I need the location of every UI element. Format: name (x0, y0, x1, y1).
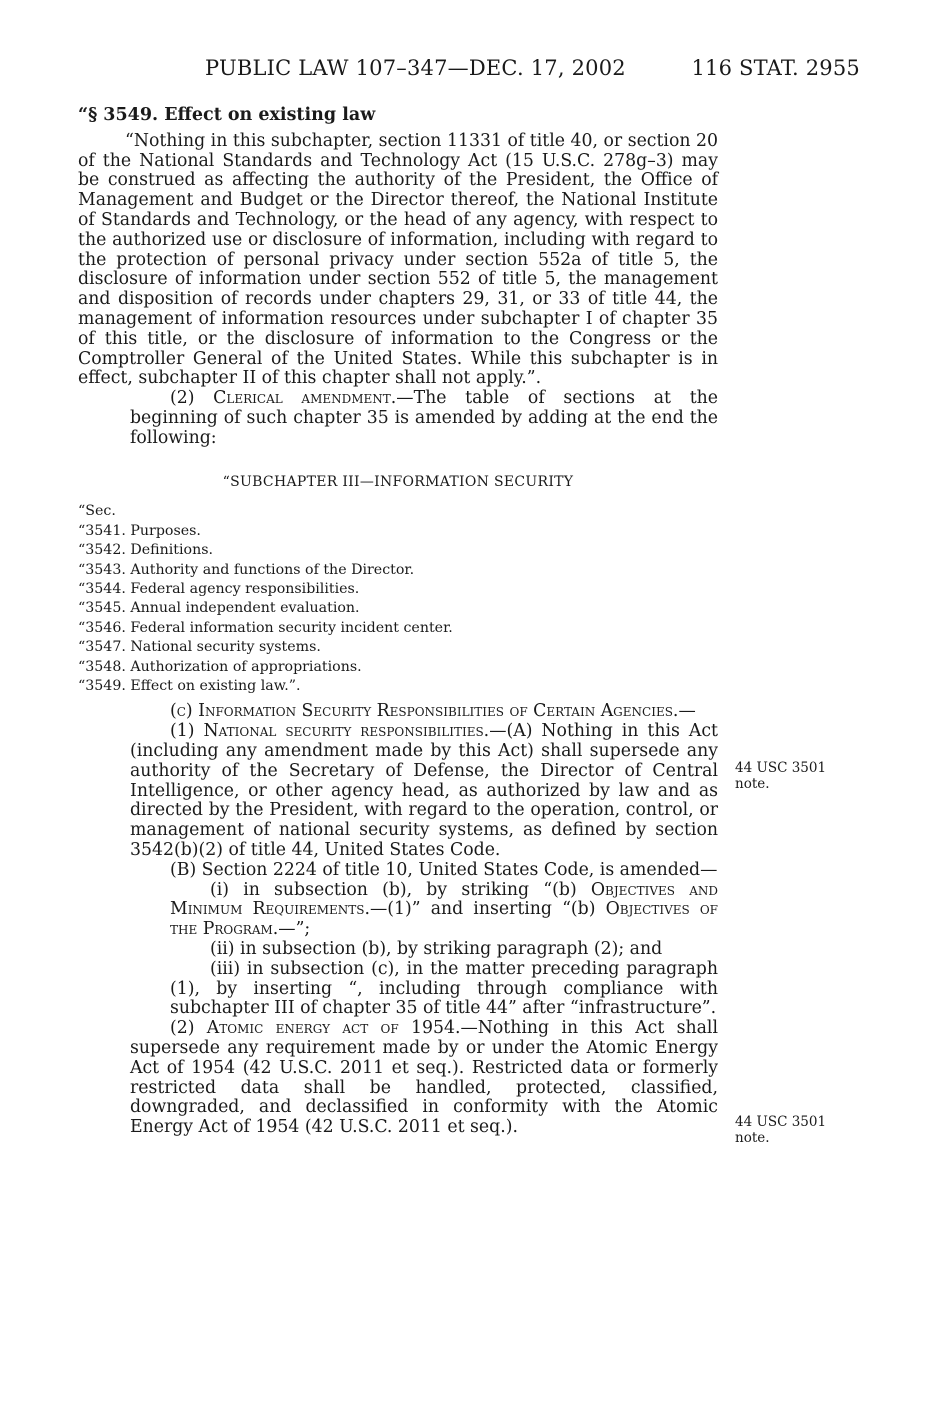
paragraph-2-atomic-energy (78, 1019, 718, 1138)
paragraph-1-text: —(A) Nothing in this Act (including any amendment made by this Act) shall supersede any authority of the Secretary of Defense, the Director of Central Intelligence, or other agency head, as authorized by law and as directed by the President, with regard to the operation, control, or management of national security systems, as defined by section 3542(b)(2) of title 44, United States Code. (130, 721, 718, 860)
margin-note-suffix: note. (735, 776, 770, 792)
clause-i-mid: —(1)” and inserting “(b) (370, 899, 606, 920)
body-text (78, 106, 718, 1138)
paragraph-1-label: (1) National security responsibilities. (170, 721, 490, 742)
toc-item: “3545. Annual independent evaluation. (78, 600, 360, 617)
subsection-c-label: (c) Information Security Responsibilities of Certain Agencies. (170, 701, 679, 722)
margin-note-usc (735, 760, 845, 792)
header-stat-page: 116 STAT. 2955 (691, 56, 860, 80)
paragraph-2-text: —Nothing in this Act shall supersede any requirement made by or under the Atomic Energy Act of 1954 (42 U.S.C. 2011 et seq.). Restricted data or formerly restricted data shall be handled, protected, classified, downgraded, and declassified in conformity with the Atomic Energy Act of 1954 (42 U.S.C. 2011 et seq.). (130, 1018, 718, 1138)
clerical-amendment-paragraph (78, 389, 718, 448)
toc-item: “3548. Authorization of appropriations. (78, 658, 362, 675)
toc-item: “3549. Effect on existing law.”. (78, 678, 301, 694)
toc-item: “3541. Purposes. (78, 522, 201, 539)
running-header (205, 56, 860, 86)
clause-i-struck-heading: Objectives and Minimum Requirements. (170, 879, 718, 920)
margin-note-usc (735, 1114, 845, 1146)
clause-i-inserted-heading: Objectives of the Program. (170, 899, 718, 940)
toc-item: “3543. Authority and functions of the Director. (78, 561, 415, 578)
subchapter-title: “SUBCHAPTER III—INFORMATION SECURITY (222, 473, 574, 490)
toc-item: “3546. Federal information security incident center. (78, 619, 453, 636)
subsection-c-dash: — (678, 701, 696, 722)
subsection-c-heading (78, 702, 718, 722)
toc-item: “3544. Federal agency responsibilities. (78, 580, 360, 597)
toc-item: “3542. Definitions. (78, 542, 213, 559)
margin-note-citation: 44 USC 3501 (735, 760, 827, 776)
section-3549-text: “Nothing in this subchapter, section 11331 of title 40, or section 20 of the National Standards and Technology Act (15 U.S.C. 278g–3) may be construed as affecting the authority of the President, the Office of Management and Budget or the Director thereof, the National Institute of Standards and Technology, or the head of any agency, with respect to the authorized use or disclosure of information, including with regard to the protection of personal privacy under section 552a of title 5, the disclosure of information under section 552 of title 5, the management and disposition of records under chapters 29, 31, or 33 of title 44, the management of information resources under subchapter I of chapter 35 of this title, or the disclosure of information to the Congress or the Comptroller General of the United States. While this subchapter is in effect, subchapter II of this chapter shall not apply.”. (78, 130, 718, 389)
clause-ii: (ii) in subsection (b), by striking paragraph (2); and (210, 938, 663, 959)
paragraph-2-label: (2) Atomic energy act of 1954. (170, 1018, 461, 1039)
paragraph-1b: (B) Section 2224 of title 10, United States Code, is amended— (170, 859, 718, 880)
margin-note-suffix: note. (735, 1130, 770, 1146)
clerical-amendment-label: (2) Clerical amendment. (170, 388, 397, 409)
toc-item: “Sec. (78, 503, 116, 520)
header-public-law: PUBLIC LAW 107–347—DEC. 17, 2002 (205, 56, 626, 80)
clause-i (78, 881, 718, 940)
clerical-amendment-text: —The table of sections at the beginning of such chapter 35 is amended by adding at the end the following: (130, 388, 718, 448)
section-heading: “§ 3549. Effect on existing law (78, 105, 376, 125)
table-of-sections (78, 502, 718, 696)
paragraph-1-national-security (78, 722, 718, 861)
clause-iii: (iii) in subsection (c), in the matter preceding paragraph (1), by inserting “, including through compliance with subchapter III of chapter 35 of title 44” after “infrastructure”. (170, 958, 718, 1019)
toc-item: “3547. National security systems. (78, 639, 321, 656)
margin-note-citation: 44 USC 3501 (735, 1114, 827, 1130)
clause-i-post: —”; (278, 919, 311, 940)
clause-i-pre: (i) in subsection (b), by striking “(b) (210, 879, 591, 900)
